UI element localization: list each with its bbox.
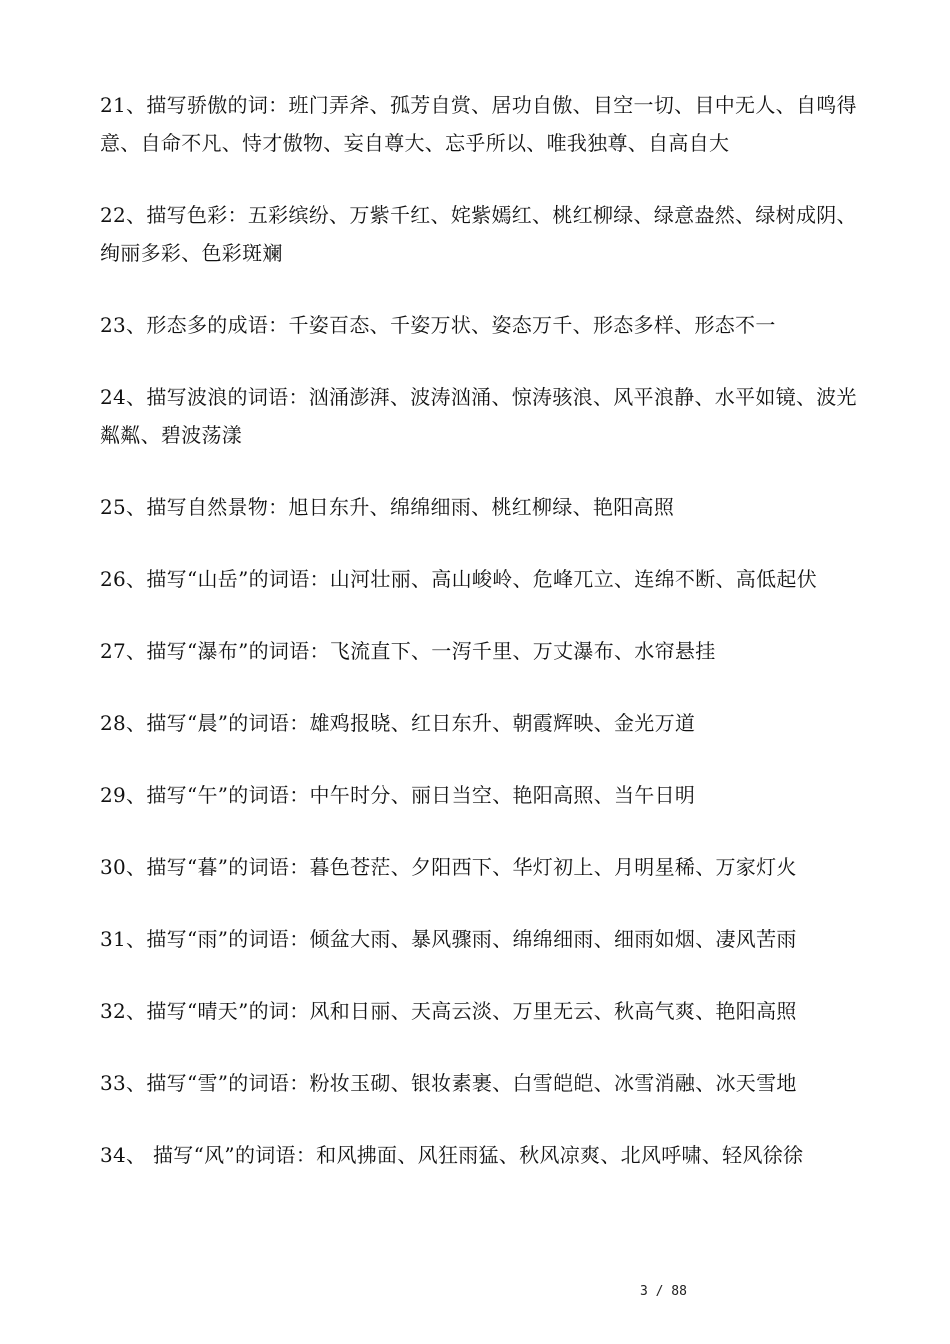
list-item: 26、描写“山岳”的词语：山河壮丽、高山峻岭、危峰兀立、连绵不断、高低起伏 — [100, 567, 817, 591]
entry-list — [100, 86, 870, 1208]
list-item: 28、描写“晨”的词语：雄鸡报晓、红日东升、朝霞辉映、金光万道 — [100, 711, 696, 735]
list-item: 30、描写“暮”的词语：暮色苍茫、夕阳西下、华灯初上、月明星稀、万家灯火 — [100, 855, 797, 879]
list-item: 31、描写“雨”的词语：倾盆大雨、暴风骤雨、绵绵细雨、细雨如烟、凄风苦雨 — [100, 927, 797, 951]
list-item: 23、形态多的成语：千姿百态、千姿万状、姿态万千、形态多样、形态不一 — [100, 313, 776, 337]
list-item: 27、描写“瀑布”的词语：飞流直下、一泻千里、万丈瀑布、水帘悬挂 — [100, 639, 716, 663]
list-item: 33、描写“雪”的词语：粉妆玉砌、银妆素裹、白雪皑皑、冰雪消融、冰天雪地 — [100, 1071, 797, 1095]
list-item: 24、描写波浪的词语：汹涌澎湃、波涛汹涌、惊涛骇浪、风平浪静、水平如镜、波光粼粼、碧波荡漾 — [100, 385, 857, 447]
list-item: 21、描写骄傲的词：班门弄斧、孤芳自赏、居功自傲、目空一切、目中无人、自鸣得意、自命不凡、恃才傲物、妄自尊大、忘乎所以、唯我独尊、自高自大 — [100, 93, 857, 155]
list-item: 25、描写自然景物：旭日东升、绵绵细雨、桃红柳绿、艳阳高照 — [100, 495, 675, 519]
list-item: 34、 描写“风”的词语：和风拂面、风狂雨猛、秋风凉爽、北风呼啸、轻风徐徐 — [100, 1143, 804, 1167]
page-number: 3 / 88 — [640, 1284, 687, 1299]
list-item: 32、描写“晴天”的词：风和日丽、天高云淡、万里无云、秋高气爽、艳阳高照 — [100, 999, 797, 1023]
list-item: 29、描写“午”的词语：中午时分、丽日当空、艳阳高照、当午日明 — [100, 783, 696, 807]
list-item: 22、描写色彩：五彩缤纷、万紫千红、姹紫嫣红、桃红柳绿、绿意盎然、绿树成阴、绚丽多彩、色彩斑斓 — [100, 203, 857, 265]
